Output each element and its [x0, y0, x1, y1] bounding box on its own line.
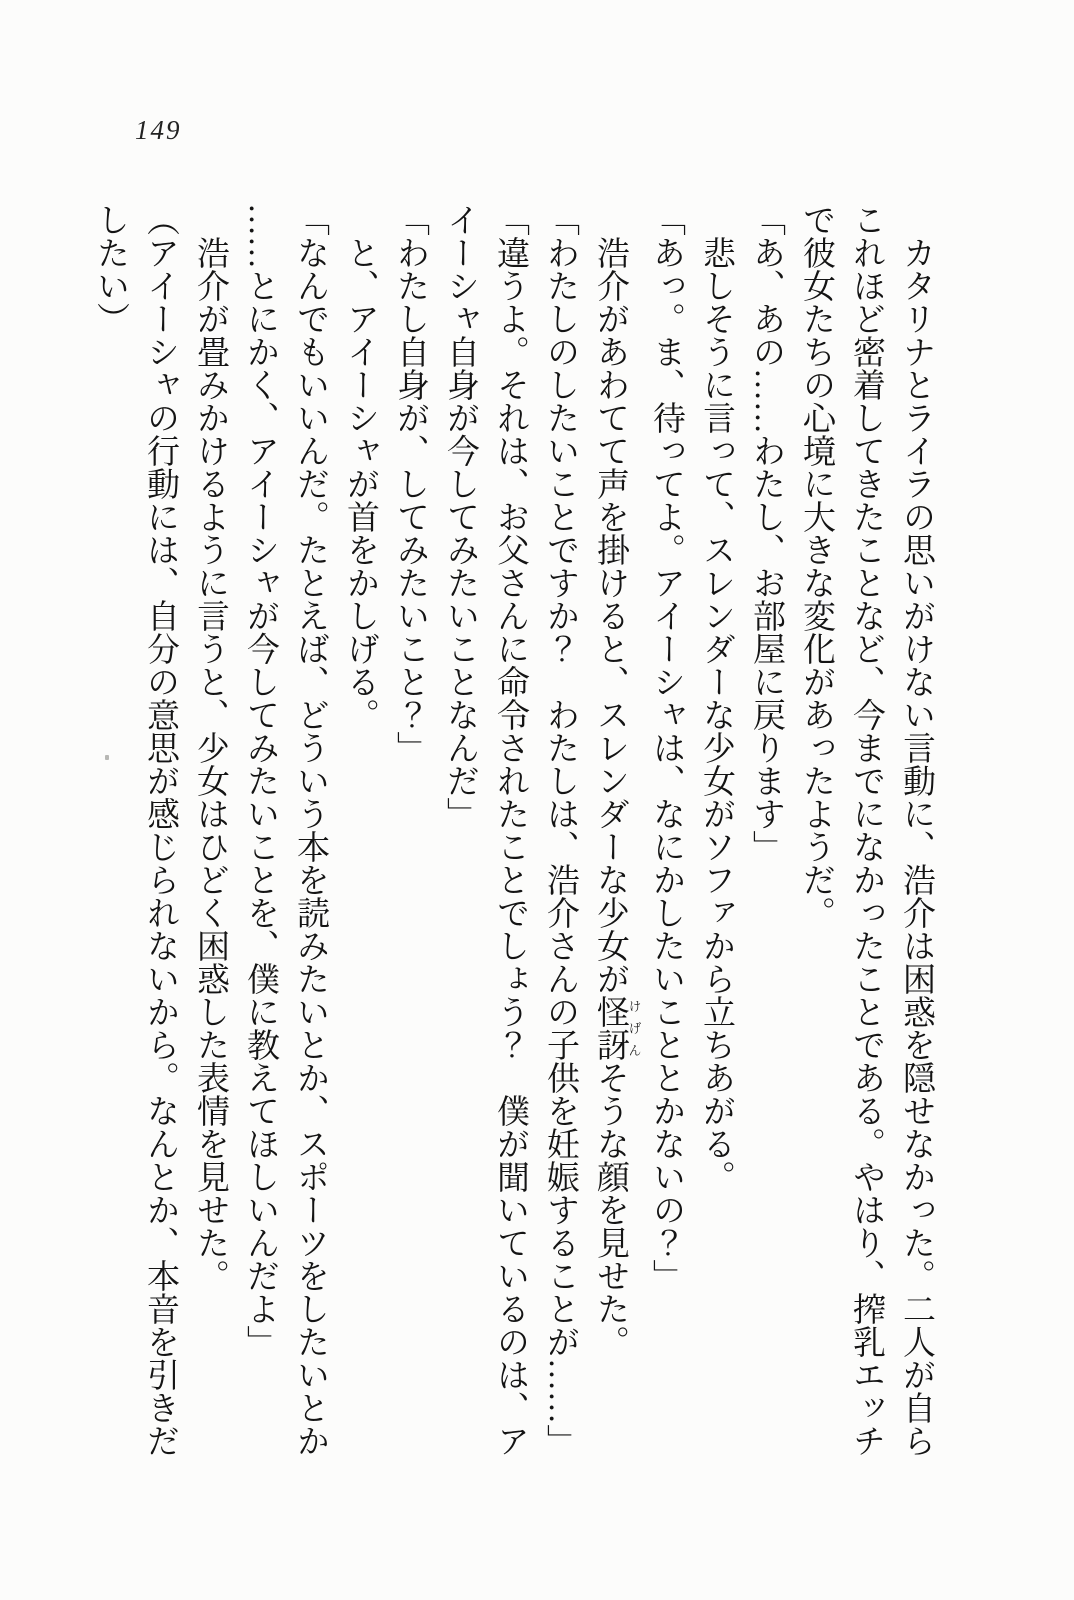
text-line: これほど密着してきたことなど、今までになかったことである。やはり、搾乳エッチ — [848, 203, 884, 1457]
text-line: 「なんでもいいんだ。たとえば、どういう本を読みたいとか、スポーツをしたいとか — [292, 203, 328, 1457]
text-line: 「あ、あの……わたし、お部屋に戻ります」 — [748, 203, 784, 863]
text-line — [585, 203, 641, 1465]
text-segment: 浩介があわてて声を掛けると、スレンダーな少女が — [592, 236, 628, 995]
text-line: カタリナとライラの思いがけない言動に、浩介は困惑を隠せなかった。二人が自ら — [898, 236, 934, 1457]
text-line: 「わたしのしたいことですか？ わたしは、浩介さんの子供を妊娠することが……」 — [542, 203, 578, 1457]
text-line: したい） — [92, 203, 128, 335]
text-line: 「あっ。ま、待ってよ。アイーシャは、なにかしたいこととかないの？」 — [648, 203, 684, 1292]
text-line: ……とにかく、アイーシャが今してみたいことを、僕に教えてほしいんだよ」 — [242, 203, 278, 1358]
text-segment: そうな顔を見せた。 — [592, 1061, 628, 1358]
text-line: イーシャ自身が今してみたいことなんだ」 — [442, 203, 478, 830]
ruby-base: 怪訝 — [592, 995, 628, 1061]
page-number: 149 — [135, 115, 182, 145]
text-line: で彼女たちの心境に大きな変化があったようだ。 — [798, 203, 834, 929]
text-line: と、アイーシャが首をかしげる。 — [342, 236, 378, 731]
text-line: （アイーシャの行動には、自分の意思が感じられないから。なんとか、本音を引きだ — [142, 203, 178, 1457]
text-line: 「わたし自身が、してみたいこと？」 — [392, 203, 428, 764]
novel-text-block — [85, 203, 941, 1465]
ruby-text: けげん — [626, 995, 642, 1061]
scan-speck — [105, 755, 109, 760]
text-line: 「違うよ。それは、お父さんに命令されたことでしょう？ 僕が聞いているのは、ア — [492, 203, 528, 1457]
text-line: 浩介が畳みかけるように言うと、少女はひどく困惑した表情を見せた。 — [192, 236, 228, 1292]
furigana-ruby — [592, 995, 642, 1061]
text-line: 悲しそうに言って、スレンダーな少女がソファから立ちあがる。 — [698, 236, 734, 1193]
